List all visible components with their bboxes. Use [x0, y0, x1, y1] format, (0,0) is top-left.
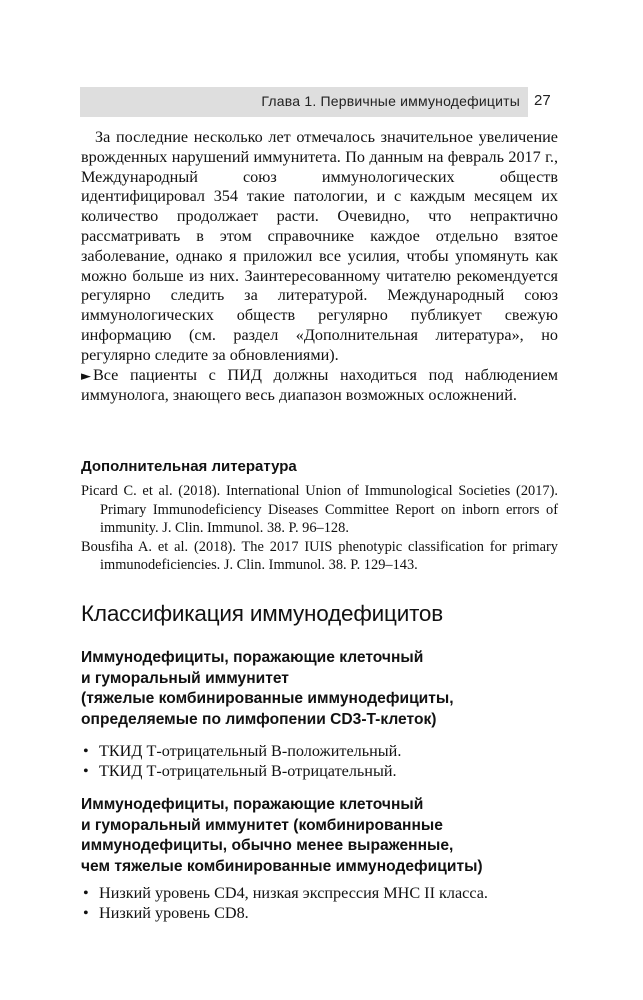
list-item-text: Низкий уровень CD4, низкая экспрессия MHC II класса.	[99, 884, 488, 902]
list-item	[81, 903, 558, 923]
reference-item: Picard C. et al. (2018). International Union of Immunological Societies (2017). Primary Immunodeficiency Diseases Committee Report on inborn errors of immunity. J. Clin. Immunol. 38. P. 96–128.	[81, 483, 558, 537]
list-item	[81, 883, 558, 903]
subsection-heading	[81, 795, 558, 877]
subsection-heading-line: чем тяжелые комбинированные иммунодефициты)	[81, 857, 483, 875]
list-item-text: Низкий уровень CD8.	[99, 904, 249, 922]
section-title: Классификация иммунодефицитов	[81, 601, 443, 626]
bullet-icon: •	[83, 762, 89, 780]
main-text	[81, 128, 558, 406]
bullet-list	[81, 741, 558, 781]
reference-item: Bousfiha A. et al. (2018). The 2017 IUIS phenotypic classification for primary immunodeficiencies. J. Clin. Immunol. 38. P. 129–143.	[81, 538, 558, 574]
paragraph: За последние несколько лет отмечалось значительное увеличение врожденных нарушений иммунитета. По данным на февраль 2017 г., Международный союз иммунологических обществ идентифицировал 354 такие патологии, и с каждым месяцем их количество продолжает расти. Очевидно, что непрактично рассматривать в этом справочнике каждое отдельно взятое заболевание, однако я приложил все усилия, чтобы упомянуть как можно больше из них. Заинтересованному читателю рекомендуется регулярно следить за литературой. Международный союз иммунологических обществ регулярно публикует свежую информацию (см. раздел «Дополнительная литература», но регулярно следите за обновлениями).	[81, 128, 558, 364]
subsection-heading-line: иммунодефициты, обычно менее выраженные,	[81, 837, 454, 854]
bullet-icon: •	[83, 742, 89, 760]
bullet-icon: •	[83, 904, 89, 922]
list-item	[81, 741, 558, 761]
subsection-heading	[81, 648, 558, 730]
subsection-heading-line: (тяжелые комбинированные иммунодефициты,	[81, 690, 454, 707]
list-item-text: ТКИД Т-отрицательный В-отрицательный.	[99, 762, 397, 780]
running-header	[80, 87, 528, 117]
list-item-text: ТКИД Т-отрицательный В-положительный.	[99, 742, 402, 760]
further-reading-heading: Дополнительная литература	[81, 458, 297, 475]
bullet-icon: •	[83, 884, 89, 902]
key-point	[81, 366, 558, 407]
page-number: 27	[534, 92, 551, 109]
key-point-arrow-icon: ►	[81, 368, 91, 384]
list-item	[81, 761, 558, 781]
subsection-heading-line: Иммунодефициты, поражающие клеточный	[81, 649, 424, 666]
subsection-heading-line: Иммунодефициты, поражающие клеточный	[81, 796, 424, 813]
reference-list	[81, 482, 558, 575]
subsection-heading-line: определяемые по лимфопении CD3-T-клеток)	[81, 710, 437, 728]
running-title: Глава 1. Первичные иммунодефициты	[261, 93, 520, 109]
subsection-heading-line: и гуморальный иммунитет (комбинированные	[81, 816, 443, 834]
bullet-list	[81, 883, 558, 923]
subsection-heading-line: и гуморальный иммунитет	[81, 669, 289, 687]
key-point-text: Все пациенты с ПИД должны находиться под наблюдением иммунолога, знающего весь диапазон возможных осложнений.	[81, 365, 558, 405]
